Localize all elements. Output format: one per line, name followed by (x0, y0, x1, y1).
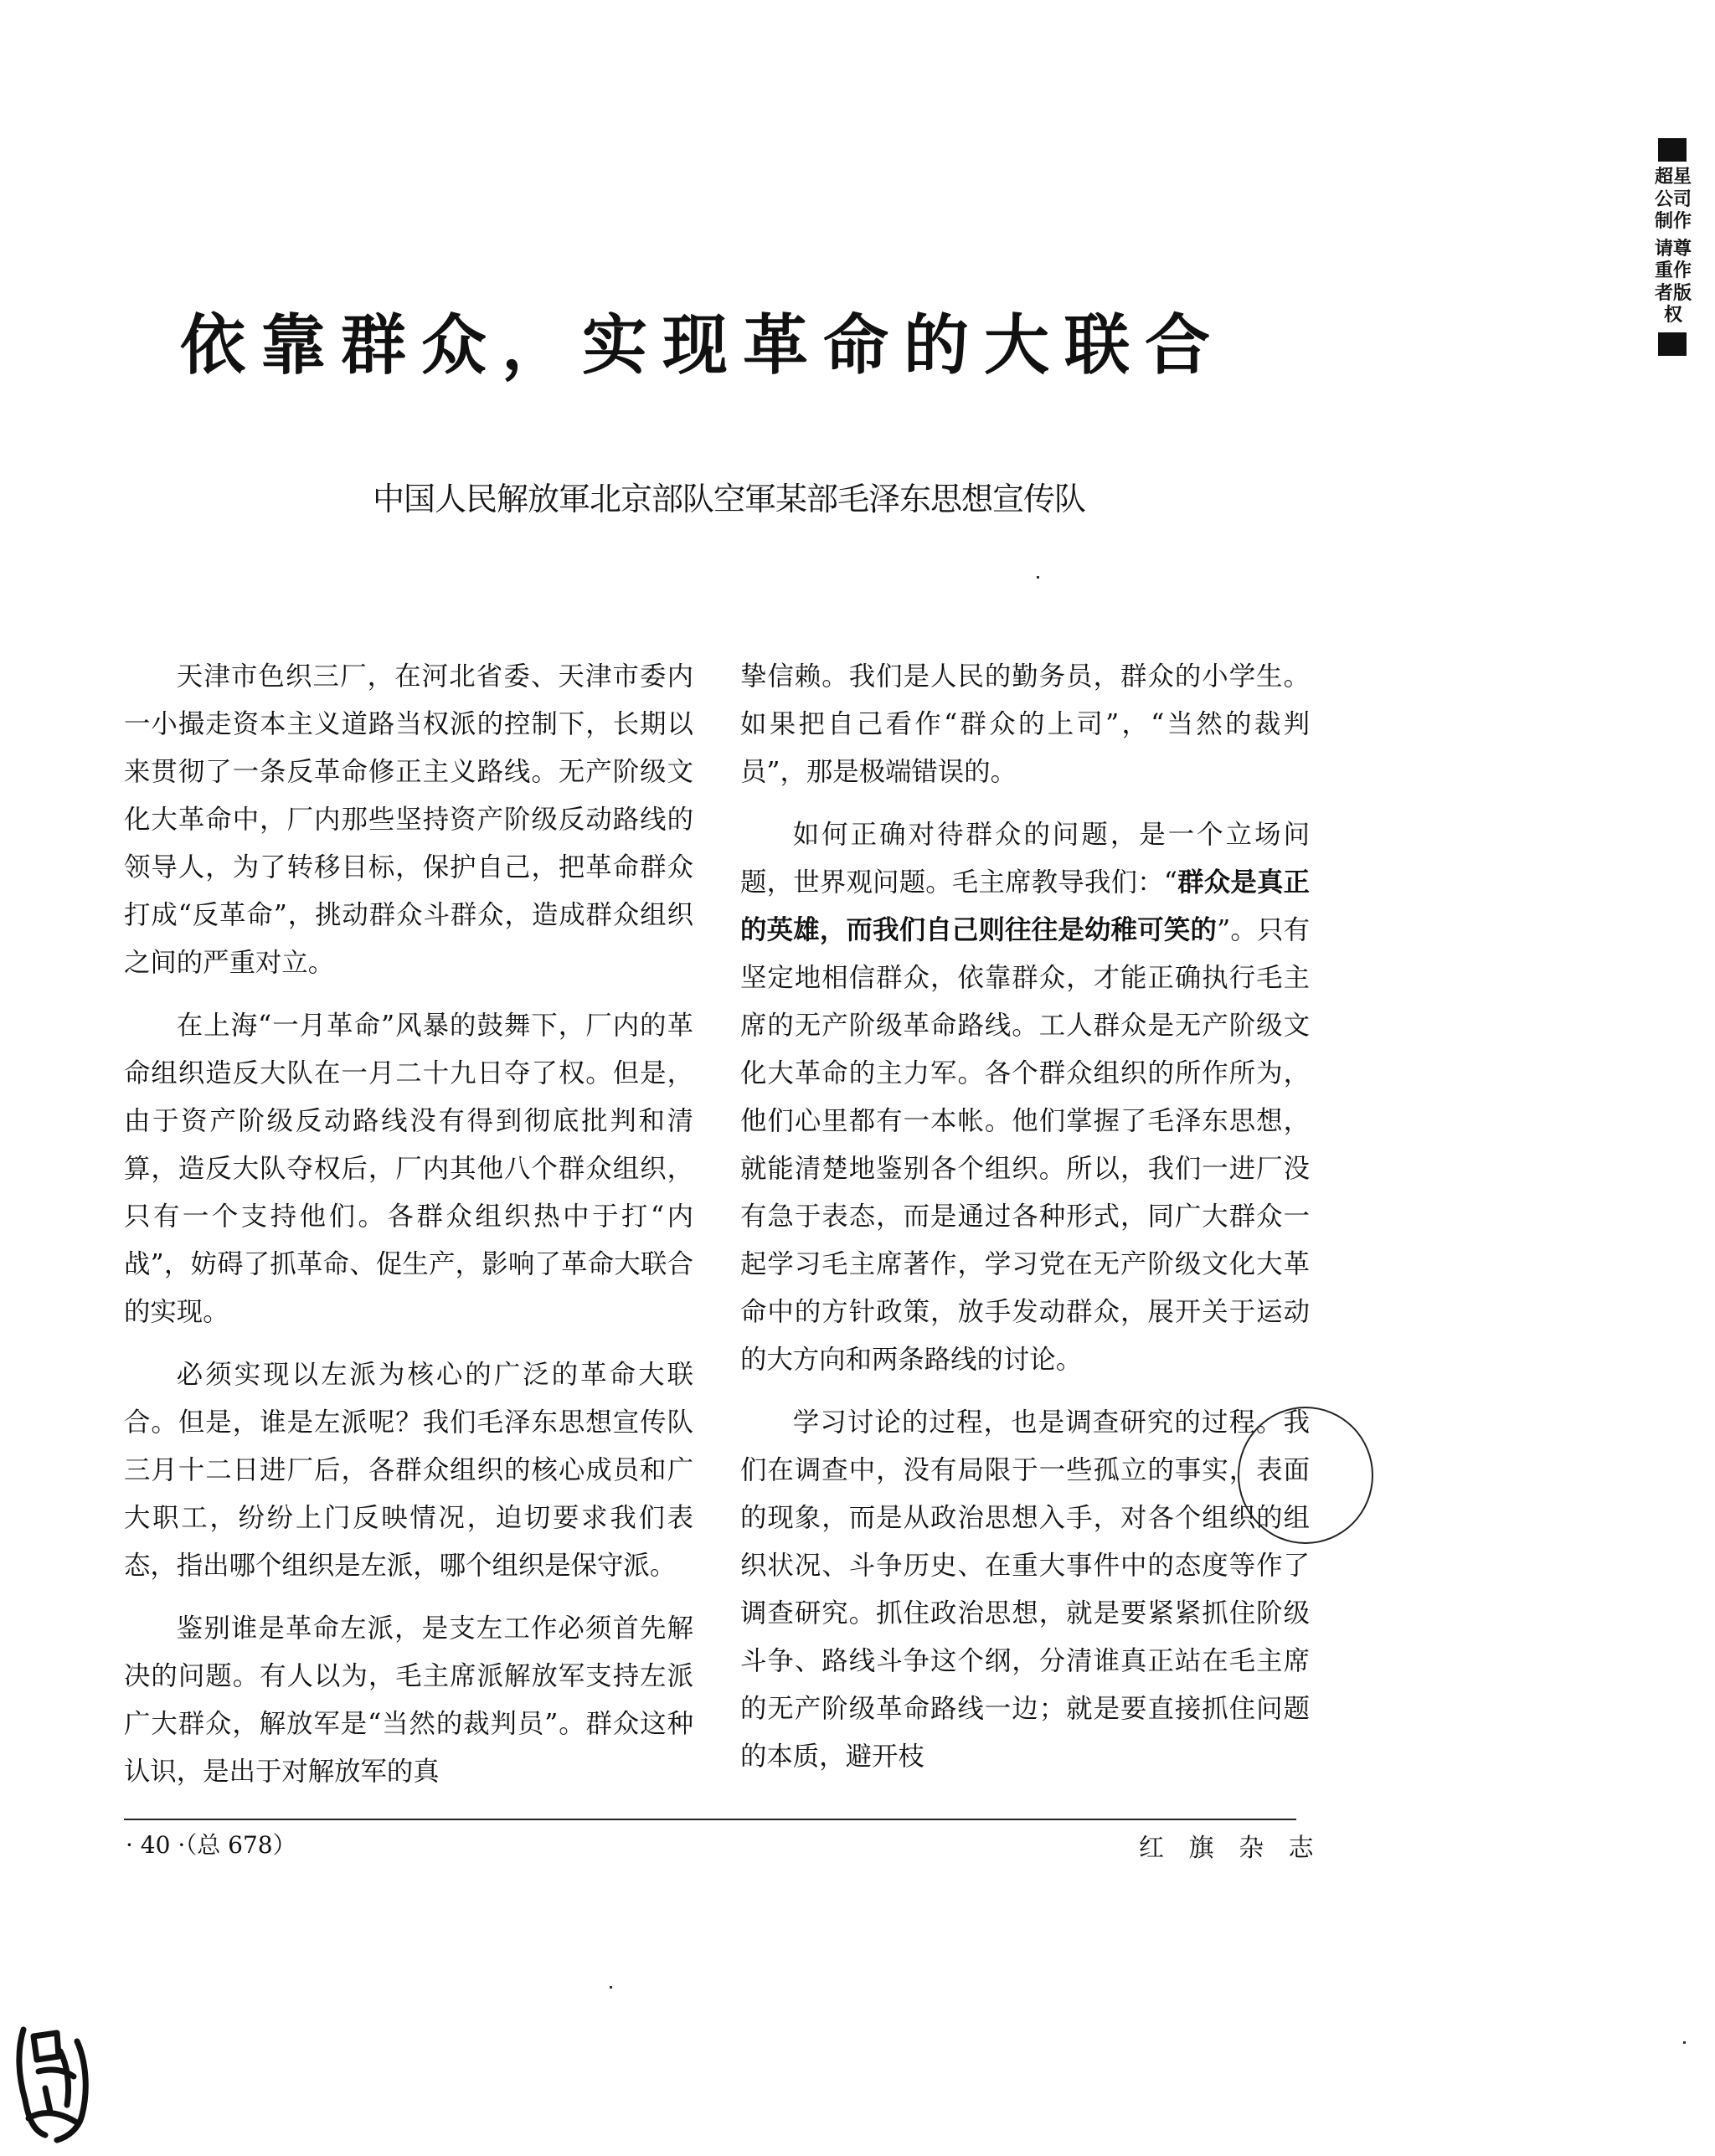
circle-annotation (1238, 1407, 1373, 1544)
right-column (740, 653, 1310, 1796)
strip-text-top: 超星公司制作 (1654, 167, 1692, 232)
duxiu-seal-logo (8, 2018, 100, 2143)
scan-speck (1683, 2041, 1686, 2044)
scan-speck (1037, 576, 1039, 579)
strip-text-bottom: 请尊重作者版权 (1654, 238, 1692, 326)
footer-rule (124, 1819, 1296, 1820)
journal-name: 红 旗 杂 志 (1139, 1834, 1322, 1863)
strip-top-bar (1658, 138, 1687, 162)
quote-continuation: ”。只有坚定地相信群众，依靠群众，才能正确执行毛主席的无产阶级革命路线。工人群众是无产阶级文化大革命的主力军。各个群众组织的所作所为，他们心里都有一本帐。他们掌握了毛泽东思想，就能清楚地鉴别各个组织。所以，我们一进厂没有急于表态，而是通过各种形式，同广大群众一起学习毛主席著作，学习党在无产阶级文化大革命中的方针政策，放手发动群众，展开关于运动的大方向和两条路线的讨论。 (740, 915, 1310, 1375)
quote-intro: 如何正确对待群众的问题，是一个立场问题，世界观问题。毛主席教导我们：“ (740, 820, 1310, 898)
left-column (124, 653, 693, 1811)
right-paragraph-2 (740, 811, 1310, 1384)
right-paragraph-1: 挚信赖。我们是人民的勤务员，群众的小学生。如果把自己看作“群众的上司”，“当然的裁判员”，那是极端错误的。 (740, 661, 1310, 787)
left-paragraph-1: 天津市色织三厂，在河北省委、天津市委内一小撮走资本主义道路当权派的控制下，长期以来贯彻了一条反革命修正主义路线。无产阶级文化大革命中，厂内那些坚持资产阶级反动路线的领导人，为了转移目标，保护自己，把革命群众打成“反革命”，挑动群众斗群众，造成群众组织之间的严重对立。 (124, 661, 693, 978)
article-title: 依靠群众，实现革命的大联合 (180, 307, 1226, 383)
scan-speck (610, 1986, 612, 1989)
strip-bottom-bar (1658, 332, 1687, 356)
right-paragraph-3: 学习讨论的过程，也是调查研究的过程。我们在调查中，没有局限于一些孤立的事实，表面的现象，而是从政治思想入手，对各个组织的组织状况、斗争历史、在重大事件中的态度等作了调查研究。抓住政治思想，就是要紧紧抓住阶级斗争、路线斗争这个纲，分清谁真正站在毛主席的无产阶级革命路线一边；就是要直接抓住问题的本质，避开枝 (740, 1407, 1310, 1772)
left-paragraph-4: 鉴别谁是革命左派，是支左工作必须首先解决的问题。有人以为，毛主席派解放军支持左派广大群众，解放军是“当然的裁判员”。群众这种认识，是出于对解放军的真 (124, 1613, 693, 1787)
page-number: · 40 ·（总 678） (126, 1831, 296, 1859)
mao-quote-bold: 群众是真正的英雄，而我们自己则往往是幼稚可笑的 (740, 867, 1310, 945)
left-paragraph-2: 在上海“一月革命”风暴的鼓舞下，厂内的革命组织造反大队在一月二十九日夺了权。但是，由于资产阶级反动路线没有得到彻底批判和清算，造反大队夺权后，厂内其他八个群众组织，只有一个支持他们。各群众组织热中于打“内战”，妨碍了抓革命、促生产，影响了革命大联合的实现。 (124, 1011, 693, 1327)
left-paragraph-3: 必须实现以左派为核心的广泛的革命大联合。但是，谁是左派呢？我们毛泽东思想宣传队三月十二日进厂后，各群众组织的核心成员和广大职工，纷纷上门反映情况，迫切要求我们表态，指出哪个组织是左派，哪个组织是保守派。 (124, 1360, 693, 1581)
watermark-strip (1650, 138, 1697, 594)
article-author: 中国人民解放軍北京部队空軍某部毛泽东思想宣传队 (373, 481, 1086, 517)
